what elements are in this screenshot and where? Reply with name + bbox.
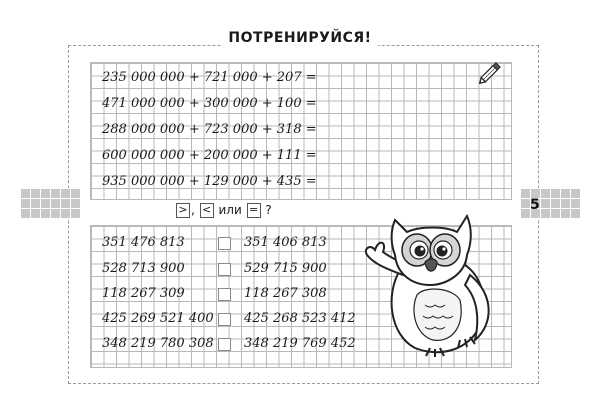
comparison-answer-box[interactable] (218, 288, 231, 301)
page-title-text: ПОТРЕНИРУЙСЯ! (222, 30, 377, 46)
comma: , (191, 203, 195, 217)
side-tab-right (520, 188, 580, 219)
pencil-icon (476, 57, 506, 87)
or-word: или (218, 203, 242, 217)
side-tab-left (20, 188, 80, 219)
comparison-right: 351 406 813 (244, 235, 327, 250)
comparison-answer-box[interactable] (218, 313, 231, 326)
equal-sign: = (247, 203, 261, 218)
question-mark: ? (265, 203, 272, 217)
comparison-answer-box[interactable] (218, 263, 231, 276)
comparison-right: 348 219 769 452 (244, 336, 356, 351)
comparison-left: 348 219 780 308 (102, 336, 214, 351)
page-number: 5 (530, 197, 540, 213)
comparison-left: 528 713 900 (102, 261, 185, 276)
addition-row[interactable]: 935 000 000 + 129 000 + 435 = (102, 174, 317, 189)
addition-row[interactable]: 471 000 000 + 300 000 + 100 = (102, 96, 317, 111)
addition-row[interactable]: 235 000 000 + 721 000 + 207 = (102, 70, 317, 85)
comparison-right: 118 267 308 (244, 286, 327, 301)
addition-row[interactable]: 600 000 000 + 200 000 + 111 = (102, 148, 317, 163)
comparison-right: 425 268 523 412 (244, 311, 356, 326)
comparison-answer-box[interactable] (218, 338, 231, 351)
less-sign: < (200, 203, 214, 218)
page-title (0, 30, 600, 46)
owl-illustration (345, 200, 505, 360)
comparison-answer-box[interactable] (218, 237, 231, 250)
comparison-left: 118 267 309 (102, 286, 185, 301)
comparison-left: 351 476 813 (102, 235, 185, 250)
greater-sign: > (176, 203, 190, 218)
comparison-right: 529 715 900 (244, 261, 327, 276)
addition-row[interactable]: 288 000 000 + 723 000 + 318 = (102, 122, 317, 137)
comparison-left: 425 269 521 400 (102, 311, 214, 326)
instruction (172, 203, 275, 218)
